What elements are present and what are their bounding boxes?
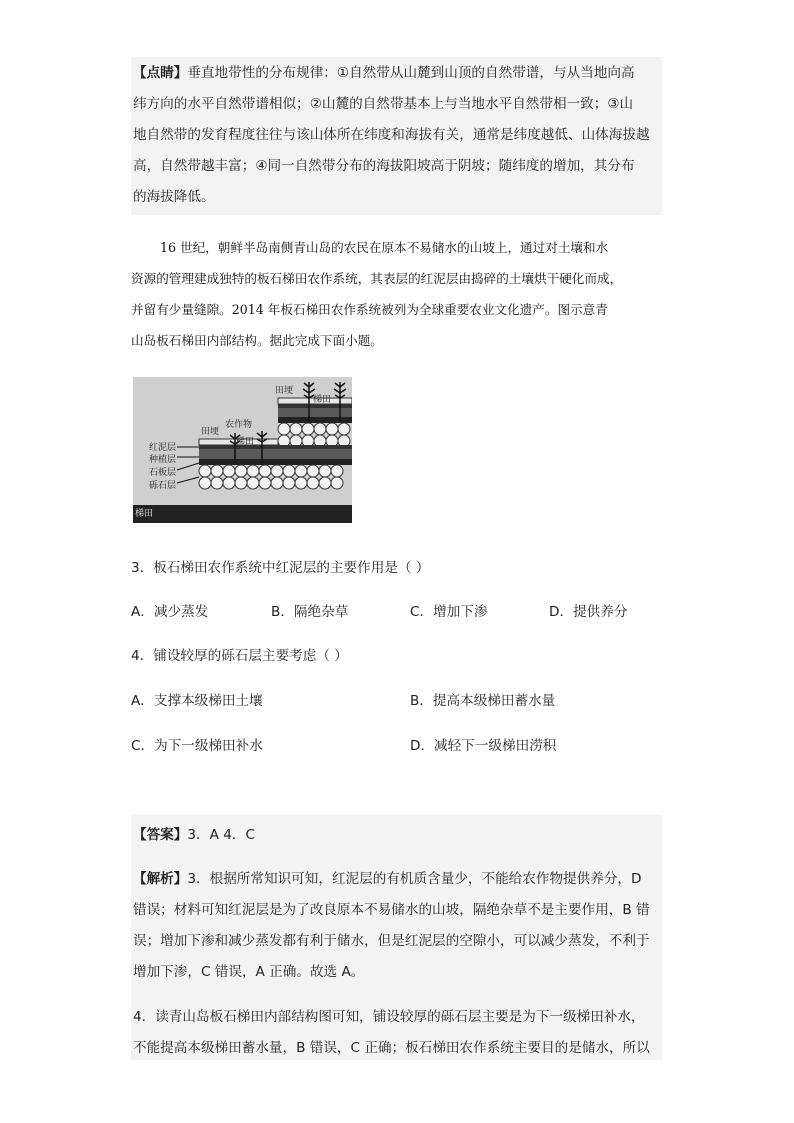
- hint-line-4: 高，自然带越丰富；④同一自然带分布的海拔阳坡高于阴坡；随纬度的增加，其分布: [133, 158, 635, 174]
- answer-line: [133, 823, 255, 843]
- hint-line-3: 地自然带的发育程度往往与该山体所在纬度和海拔有关，通常是纬度越低、山体海拔越: [133, 127, 650, 143]
- q4-option-d: D．减轻下一级梯田涝积: [410, 738, 557, 754]
- middle-planting-layer: [199, 449, 352, 459]
- q4-option-c: C．为下一级梯田补水: [131, 738, 263, 754]
- passage-line-1: 16 世纪，朝鲜半岛南侧青山岛的农民在原本不易储水的山坡上，通过对土壤和水: [160, 240, 609, 255]
- analysis-line-3: 误；增加下渗和减少蒸发都有利于储水，但是红泥层的空隙小，可以减少蒸发，不利于: [133, 933, 650, 949]
- terrace-structure-figure: [133, 377, 352, 523]
- hint-text: 垂直地带性的分布规律：①自然带从山麓到山顶的自然带谱，与从当地向高: [187, 65, 635, 81]
- q4-option-a: A．支撑本级梯田土壤: [131, 693, 263, 709]
- question-4-stem: 4．铺设较厚的砾石层主要考虑（ ）: [131, 648, 348, 664]
- passage-line-2: 资源的管理建成独特的板石梯田农作系统，其表层的红泥层由捣碎的土壤烘干硬化而成，: [131, 271, 623, 286]
- label-terrace-low: 梯田: [135, 509, 154, 519]
- answer-label: 【答案】: [133, 827, 188, 843]
- passage-line-4: 山岛板石梯田内部结构。据此完成下面小题。: [131, 333, 383, 348]
- label-slate: 石板层: [149, 468, 177, 478]
- middle-red-mud: [199, 445, 352, 449]
- analysis-text-1: 3．根据所常知识可知，红泥层的有机质含量少，不能给农作物提供养分，D: [187, 871, 642, 887]
- hint-line-5: 的海拔降低。: [133, 189, 215, 205]
- answer-block: [131, 815, 662, 1060]
- analysis-line-6: 不能提高本级梯田蓄水量，B 错误，C 正确；板石梯田农作系统主要目的是储水，所以: [133, 1040, 650, 1056]
- label-red-mud: 红泥层: [149, 443, 177, 453]
- label-ridge-mid: 田埂: [201, 427, 220, 437]
- analysis-line-2: 错误；材料可知红泥层是为了改良原本不易储水的山坡，隔绝杂草不是主要作用，B 错: [133, 902, 650, 918]
- label-ridge-top: 田埂: [275, 386, 294, 396]
- label-planting: 种植层: [149, 455, 177, 465]
- label-gravel: 砾石层: [149, 481, 177, 491]
- upper-planting-layer: [278, 408, 352, 417]
- question-3-stem: 3．板石梯田农作系统中红泥层的主要作用是（ ）: [131, 560, 430, 576]
- analysis-line-1: [133, 867, 642, 887]
- q3-option-a: A．减少蒸发: [131, 604, 209, 620]
- passage-line-3: 并留有少量缝隙。2014 年板石梯田农作系统被列为全球重要农业文化遗产。图示意青: [131, 302, 608, 317]
- label-crop: 农作物: [225, 420, 253, 430]
- analysis-line-5: 4．读青山岛板石梯田内部结构图可知，铺设较厚的砾石层主要是为下一级梯田补水，: [133, 1009, 645, 1025]
- terrace-diagram: [133, 377, 352, 523]
- q3-option-b: B．隔绝杂草: [271, 604, 349, 620]
- middle-slate-layer: [199, 459, 352, 465]
- q3-option-c: C．增加下渗: [410, 604, 488, 620]
- hint-line-2: 纬方向的水平自然带谱相似；②山麓的自然带基本上与当地水平自然带相一致；③山: [133, 96, 634, 112]
- label-terrace-top: 梯田: [313, 395, 332, 405]
- hint-label: 【点睛】: [133, 65, 188, 81]
- hint-block: [131, 57, 662, 215]
- answer-text: 3．A 4．C: [187, 827, 255, 843]
- label-terrace-mid: 梯田: [236, 437, 255, 447]
- analysis-line-4: 增加下渗，C 错误，A 正确。故选 A。: [133, 964, 365, 980]
- upper-slate-layer: [278, 417, 352, 423]
- q3-option-d: D．提供养分: [549, 604, 628, 620]
- hint-line-1: [133, 65, 635, 82]
- q4-option-b: B．提高本级梯田蓄水量: [410, 693, 556, 709]
- lower-ground: [133, 505, 352, 523]
- analysis-label: 【解析】: [133, 871, 188, 887]
